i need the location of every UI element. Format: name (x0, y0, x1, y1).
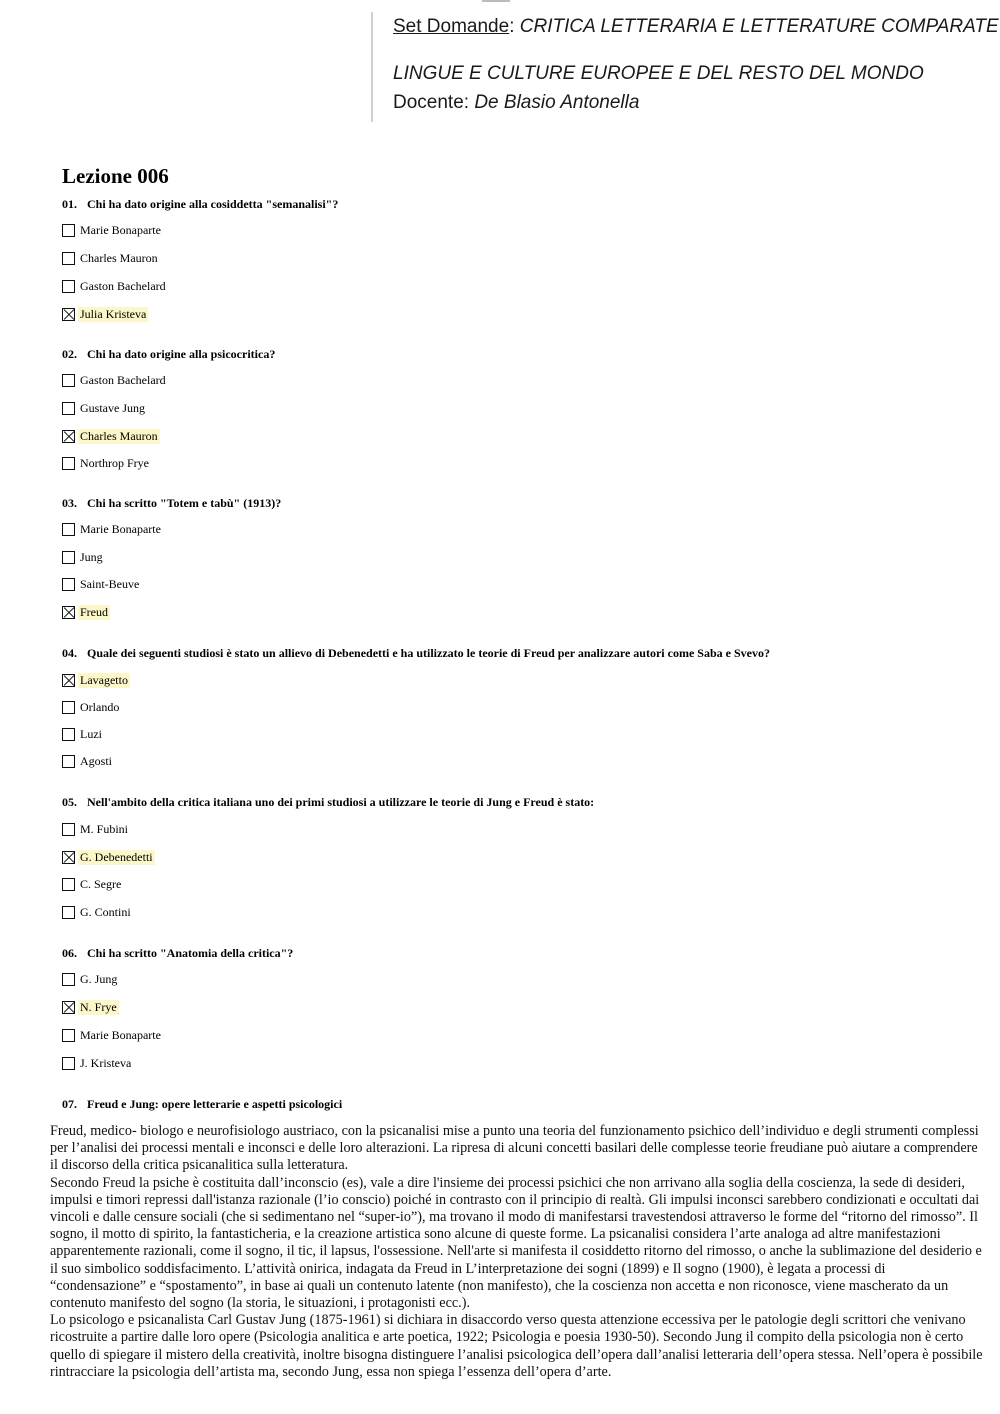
option-label: Orlando (80, 699, 120, 714)
answer-option[interactable] (62, 549, 105, 565)
option-label: Lavagetto (80, 672, 128, 687)
checkbox-checked[interactable] (62, 606, 75, 619)
answer-option[interactable] (62, 455, 151, 471)
checkbox[interactable] (62, 252, 75, 265)
body-paragraph: Lo psicologo e psicanalista Carl Gustav Jung (1875-1961) si dichiara in disaccordo verso questa attenzione eccessiva per le patologie degli scrittori che venivano ricostruite a partire dalle loro opere (Psicologia analitica e arte poetica, 1922; Psicologia e poesia 1930-50). Secondo Jung il compito della psicologia non è certo quello di spiegare il mistero della creatività, inoltre bisogna distinguere l’analisi psicologica dell’opera dall’analisi letteraria dell’opera stessa. Nell’opera è possibile rintracciare la psicologia dell’artista ma, secondo Jung, essa non spiega l’essenza dell’opera d’arte. (50, 1312, 983, 1380)
option-label: C. Segre (80, 876, 122, 891)
answer-option[interactable] (62, 576, 141, 592)
option-label: J. Kristeva (80, 1055, 132, 1070)
checkbox-checked[interactable] (62, 851, 75, 864)
checkbox[interactable] (62, 701, 75, 714)
option-label: Gaston Bachelard (80, 278, 166, 293)
checkbox[interactable] (62, 224, 75, 237)
answer-option-selected[interactable] (62, 672, 130, 688)
checkbox-checked[interactable] (62, 308, 75, 321)
header-set: Set Domande: CRITICA LETTERARIA E LETTERATURE COMPARATE (393, 16, 999, 37)
question-title (62, 347, 275, 362)
header-teacher (393, 92, 639, 114)
checkbox-checked[interactable] (62, 1001, 75, 1014)
option-label: Luzi (80, 726, 102, 741)
question-number: 03. (62, 496, 77, 510)
option-label: Agosti (80, 753, 113, 768)
checkbox[interactable] (62, 280, 75, 293)
checkbox[interactable] (62, 523, 75, 536)
question-number: 06. (62, 946, 77, 960)
checkbox[interactable] (62, 551, 75, 564)
checkbox[interactable] (62, 457, 75, 470)
option-label: Julia Kristeva (80, 306, 147, 321)
answer-option[interactable] (62, 278, 168, 294)
section-heading: Freud e Jung: opere letterarie e aspetti psicologici (87, 1097, 343, 1111)
checkbox[interactable] (62, 578, 75, 591)
answer-option[interactable] (62, 821, 130, 837)
question-text: Nell'ambito della critica italiana uno dei primi studiosi a utilizzare le teorie di Jung e Freud è stato: (87, 795, 595, 809)
answer-option-selected[interactable] (62, 306, 148, 322)
question-title (62, 496, 281, 511)
option-label: Gaston Bachelard (80, 372, 166, 387)
question-number: 02. (62, 347, 77, 361)
checkbox-checked[interactable] (62, 674, 75, 687)
option-label: Charles Mauron (80, 250, 158, 265)
question-text: Chi ha scritto "Totem e tabù" (1913)? (87, 496, 282, 510)
checkbox[interactable] (62, 402, 75, 415)
answer-option[interactable] (62, 1027, 163, 1043)
answer-option[interactable] (62, 250, 160, 266)
section-number: 07. (62, 1097, 77, 1111)
answer-option[interactable] (62, 904, 133, 920)
checkbox-checked[interactable] (62, 430, 75, 443)
answer-option[interactable] (62, 1055, 133, 1071)
option-label: G. Jung (80, 971, 118, 986)
question-number: 05. (62, 795, 77, 809)
option-label: G. Contini (80, 904, 131, 919)
teacher-name: De Blasio Antonella (474, 92, 640, 113)
set-value: CRITICA LETTERARIA E LETTERATURE COMPARATE (519, 16, 999, 37)
question-text: Chi ha dato origine alla psicocritica? (87, 347, 276, 361)
top-mark (482, 0, 510, 2)
option-label: Marie Bonaparte (80, 222, 161, 237)
header-divider (371, 12, 373, 122)
option-label: Gustave Jung (80, 400, 145, 415)
option-label: Marie Bonaparte (80, 1027, 161, 1042)
checkbox[interactable] (62, 906, 75, 919)
section-body (50, 1123, 985, 1381)
answer-option[interactable] (62, 222, 163, 238)
option-label: M. Fubini (80, 821, 129, 836)
answer-option[interactable] (62, 699, 121, 715)
question-title (62, 946, 293, 961)
checkbox[interactable] (62, 1057, 75, 1070)
checkbox[interactable] (62, 973, 75, 986)
option-label: Jung (80, 549, 103, 564)
checkbox[interactable] (62, 1029, 75, 1042)
checkbox[interactable] (62, 374, 75, 387)
answer-option[interactable] (62, 726, 104, 742)
question-title (62, 197, 338, 212)
answer-option-selected[interactable] (62, 849, 155, 865)
body-paragraph: Secondo Freud la psiche è costituita dall’inconscio (es), vale a dire l'insieme dei processi psichici che non arrivano alla soglia della coscienza, la sede di desideri, impulsi e timori repressi dall'istanza razionale (l’io conscio) poiché in contrasto con il principio di realtà. Gli impulsi inconsci sarebbero condizionati e occultati dai vincoli e dalle censure sociali (che si sedimentano nel “super-io”), ma trovano il modo di manifestarsi travestendosi attraverso le forme del “ritorno del rimosso”. Il sogno, il motto di spirito, la fantasticheria, e la creazione artistica sono alcune di queste forme. La psicanalisi considera l’arte analoga ad altre manifestazioni apparentemente razionali, come il sogno, il tic, il lapsus, l'ossessione. Nell'arte si manifesta il cosiddetto ritorno del rimosso, o anche la sublimazione del desiderio e il suo simbolico soddisfacimento. L’attività onirica, indagata da Freud in L’interpretazione dei sogni (1899) e Il sogno (1900), è legata a processi di “condensazione” e “spostamento”, in base ai quali un contenuto latente (non manifesto), che la coscienza non accetta e non riconosce, viene mascherato da un contenuto manifesto del sogno (la storia, le situazioni, i protagonisti ecc.). (50, 1174, 982, 1312)
answer-option[interactable] (62, 372, 168, 388)
question-text: Quale dei seguenti studiosi è stato un allievo di Debenedetti e ha utilizzato le teorie di Freud per analizzare autori come Saba e Svevo? (87, 646, 770, 660)
checkbox[interactable] (62, 728, 75, 741)
question-title (62, 795, 594, 810)
option-label: G. Debenedetti (80, 849, 153, 864)
answer-option[interactable] (62, 753, 114, 769)
checkbox[interactable] (62, 823, 75, 836)
option-label: Marie Bonaparte (80, 521, 161, 536)
section-title (62, 1097, 342, 1112)
set-label: Set Domande (393, 16, 510, 37)
teacher-label: Docente: (393, 92, 470, 113)
answer-option-selected[interactable] (62, 999, 119, 1015)
answer-option[interactable] (62, 876, 123, 892)
option-label: Charles Mauron (80, 428, 158, 443)
option-label: N. Frye (80, 999, 117, 1014)
option-label: Northrop Frye (80, 455, 149, 470)
answer-option-selected[interactable] (62, 604, 110, 620)
course-name: LINGUE E CULTURE EUROPEE E DEL RESTO DEL MONDO (393, 63, 924, 84)
option-label: Saint-Beuve (80, 576, 140, 591)
answer-option-selected[interactable] (62, 428, 160, 444)
answer-option[interactable] (62, 971, 119, 987)
answer-option[interactable] (62, 521, 163, 537)
question-text: Chi ha dato origine alla cosiddetta "semanalisi"? (87, 197, 339, 211)
question-title (62, 646, 770, 661)
header-course (393, 63, 924, 85)
question-number: 01. (62, 197, 77, 211)
body-paragraph: Freud, medico- biologo e neurofisiologo austriaco, con la psicanalisi mise a punto una teoria del funzionamento psichico dell’individuo e degli strumenti complessi per l’analisi dei processi mentali e inconsci e delle loro alterazioni. La ripresa di alcuni concetti basilari delle complesse teorie freudiane può aiutare a comprendere il discorso della critica psicanalitica sulla letteratura. (50, 1123, 979, 1174)
answer-option[interactable] (62, 400, 147, 416)
option-label: Freud (80, 604, 108, 619)
lesson-title: Lezione 006 (62, 164, 169, 188)
checkbox[interactable] (62, 878, 75, 891)
question-number: 04. (62, 646, 77, 660)
question-text: Chi ha scritto "Anatomia della critica"? (87, 946, 294, 960)
checkbox[interactable] (62, 755, 75, 768)
